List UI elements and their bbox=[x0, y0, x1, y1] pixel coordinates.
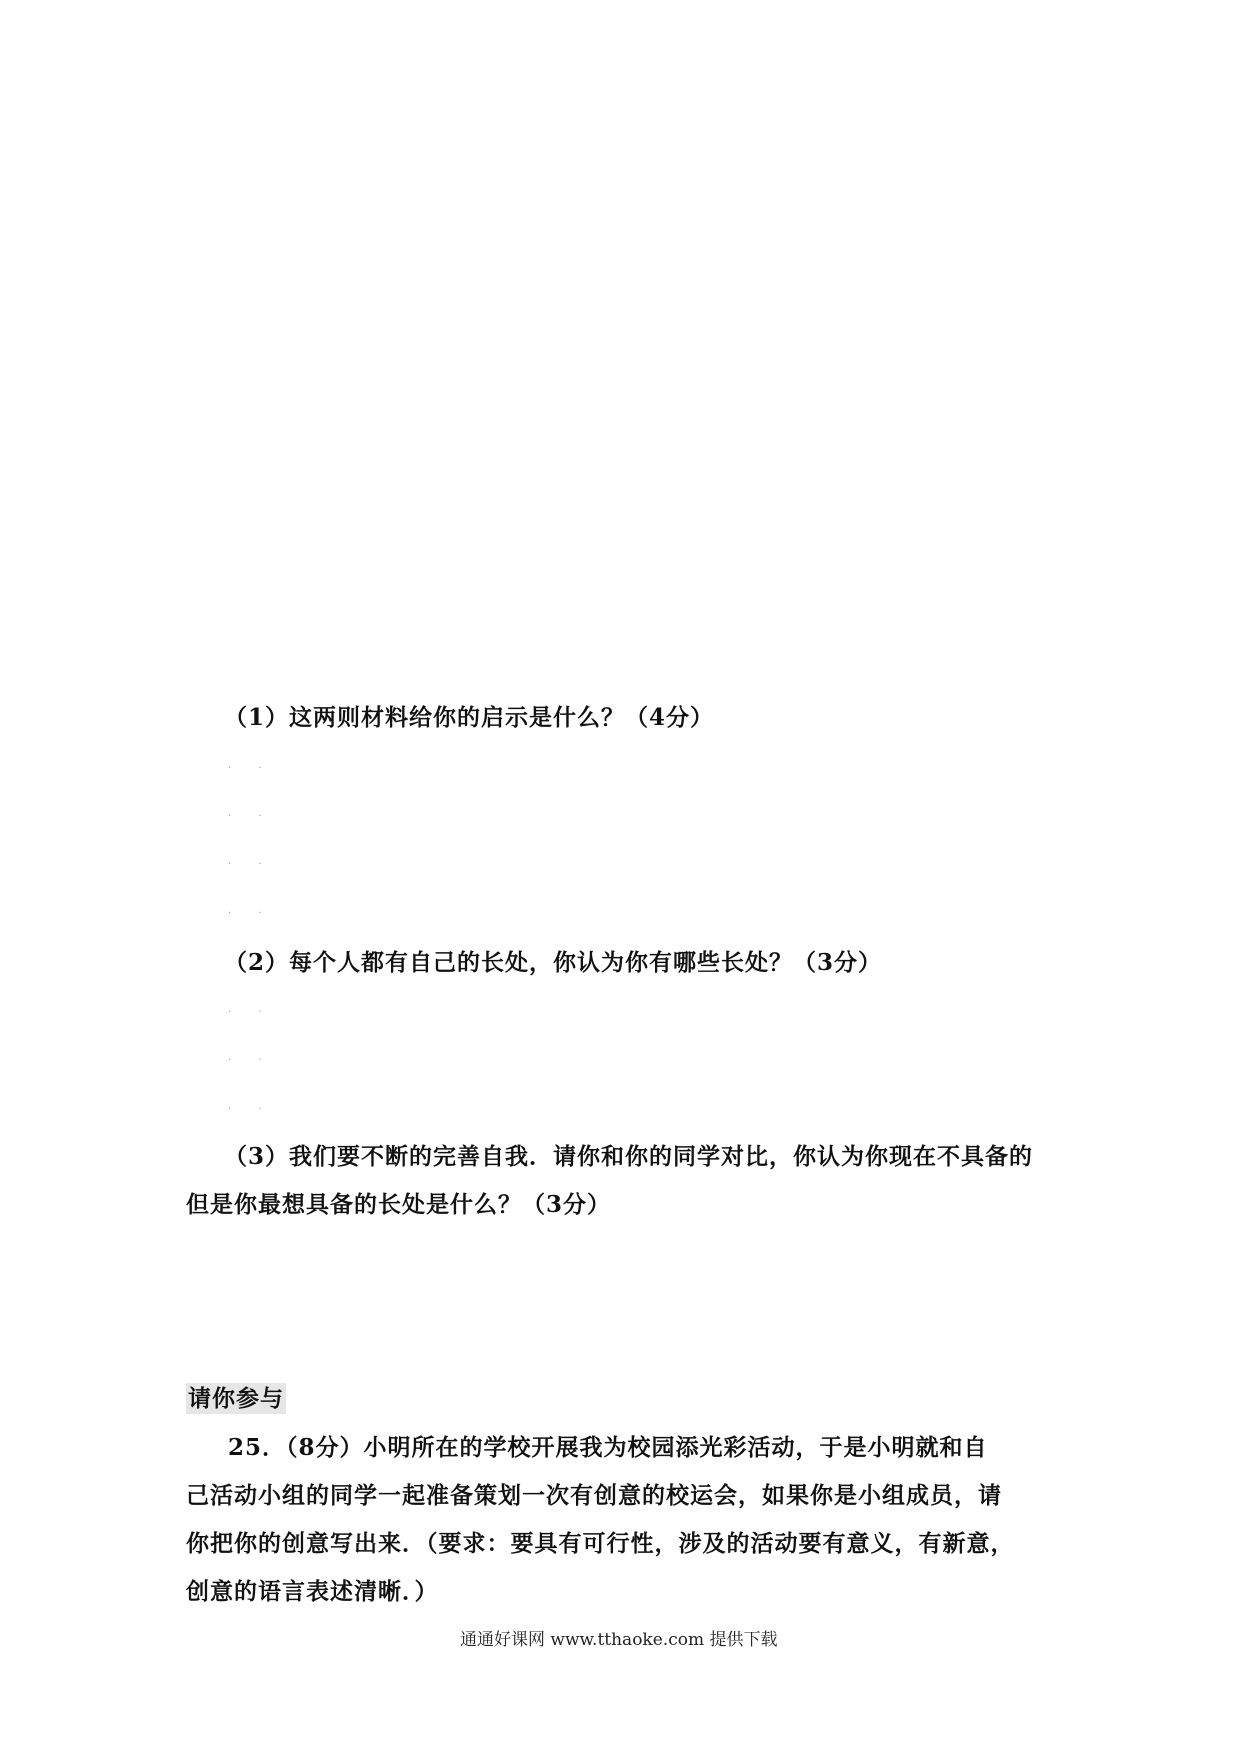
answer-line-marker: . . bbox=[228, 1004, 274, 1015]
question-1: （1）这两则材料给你的启示是什么？（4分） bbox=[224, 704, 715, 731]
question-2: （2）每个人都有自己的长处，你认为你有哪些长处？（3分） bbox=[224, 949, 883, 976]
question-3-line-2: 但是你最想具备的长处是什么？（3分） bbox=[186, 1191, 612, 1218]
answer-line-marker: . . bbox=[228, 808, 274, 819]
question-25-line-4: 创意的语言表述清晰．） bbox=[186, 1578, 439, 1605]
question-3-line-1: （3）我们要不断的完善自我．请你和你的同学对比，你认为你现在不具备的 bbox=[224, 1143, 1034, 1170]
question-25-line-2: 己活动小组的同学一起准备策划一次有创意的校运会，如果你是小组成员，请 bbox=[186, 1482, 1002, 1509]
section-title bbox=[186, 1380, 286, 1413]
question-25-line-1: 25．（8分）小明所在的学校开展我为校园添光彩活动，于是小明就和自 bbox=[228, 1434, 988, 1461]
answer-line-marker: . . bbox=[228, 760, 274, 771]
answer-line-marker: . . bbox=[228, 905, 274, 916]
page-footer: 通通好课网 www.tthaoke.com 提供下载 bbox=[460, 1630, 778, 1650]
section-title-text: 请你参与 bbox=[188, 1385, 284, 1412]
answer-line-marker: . . bbox=[228, 1052, 274, 1063]
answer-line-marker: . . bbox=[228, 1101, 274, 1112]
question-25-line-3: 你把你的创意写出来．（要求：要具有可行性，涉及的活动要有意义，有新意， bbox=[186, 1530, 1015, 1557]
answer-line-marker: . . bbox=[228, 856, 274, 867]
